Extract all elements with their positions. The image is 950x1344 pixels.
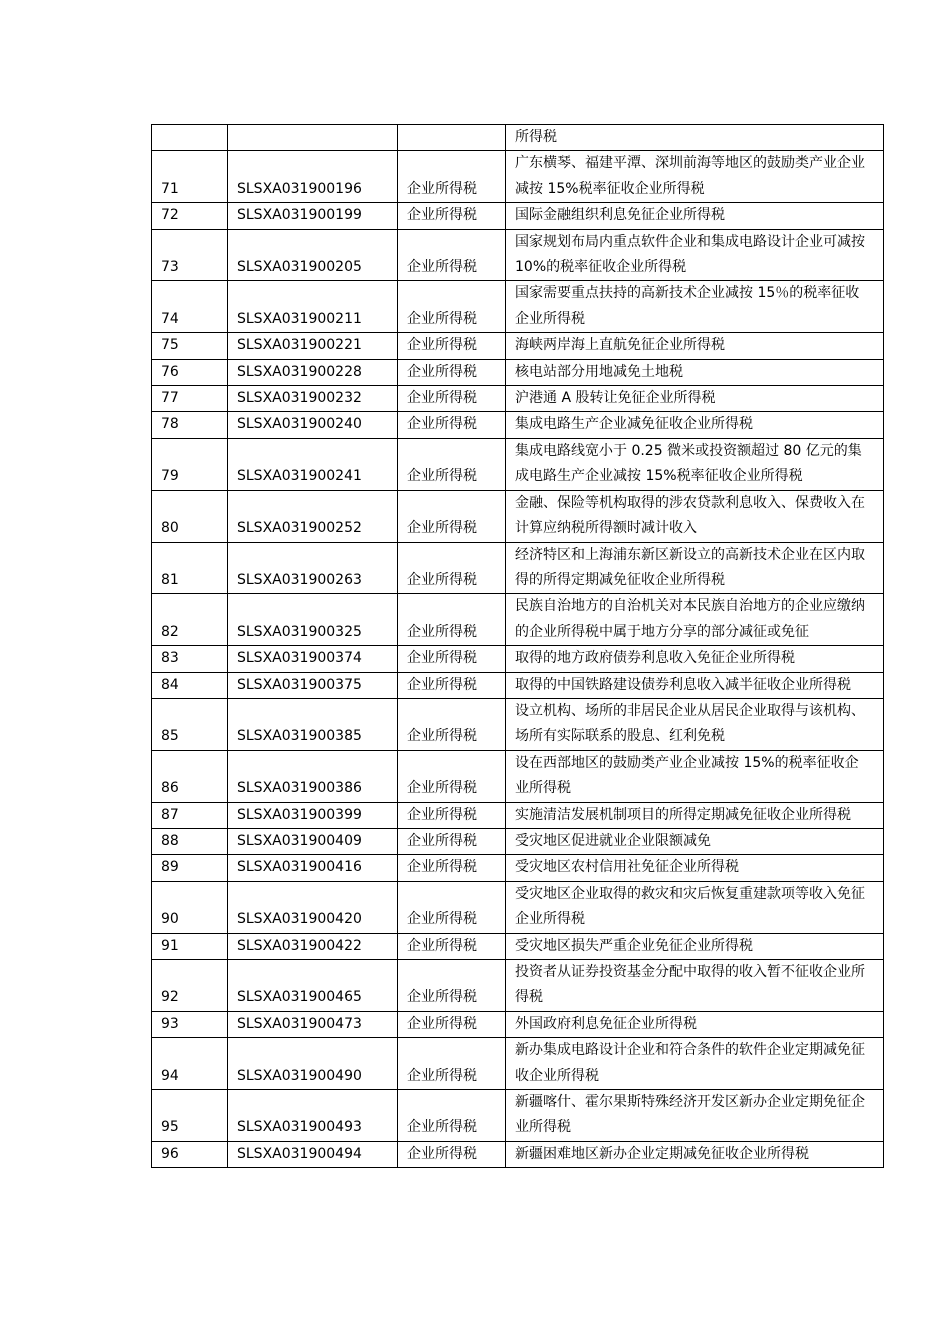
table-row — [152, 359, 884, 385]
cell-type: 企业所得税 — [398, 412, 506, 438]
cell-type: 企业所得税 — [398, 490, 506, 542]
cell-code: SLSXA031900228 — [228, 359, 398, 385]
cell-code: SLSXA031900385 — [228, 698, 398, 750]
cell-description: 国家需要重点扶持的高新技术企业减按 15％的税率征收企业所得税 — [506, 281, 884, 333]
cell-no: 92 — [152, 960, 228, 1012]
cell-no: 71 — [152, 151, 228, 203]
cell-type: 企业所得税 — [398, 386, 506, 412]
cell-description: 受灾地区企业取得的救灾和灾后恢复重建款项等收入免征企业所得税 — [506, 881, 884, 933]
cell-description: 设在西部地区的鼓励类产业企业减按 15%的税率征收企业所得税 — [506, 750, 884, 802]
cell-no: 90 — [152, 881, 228, 933]
cell-description: 经济特区和上海浦东新区新设立的高新技术企业在区内取得的所得定期减免征收企业所得税 — [506, 542, 884, 594]
cell-code: SLSXA031900422 — [228, 933, 398, 959]
table-row — [152, 490, 884, 542]
cell-description: 集成电路线宽小于 0.25 微米或投资额超过 80 亿元的集成电路生产企业减按 15%税率征收企业所得税 — [506, 438, 884, 490]
cell-code: SLSXA031900196 — [228, 151, 398, 203]
cell-description: 核电站部分用地减免土地税 — [506, 359, 884, 385]
cell-description: 受灾地区促进就业企业限额减免 — [506, 828, 884, 854]
table-row — [152, 333, 884, 359]
cell-type: 企业所得税 — [398, 151, 506, 203]
cell-no: 78 — [152, 412, 228, 438]
cell-no — [152, 125, 228, 151]
cell-no: 96 — [152, 1141, 228, 1167]
cell-no: 83 — [152, 646, 228, 672]
cell-no: 85 — [152, 698, 228, 750]
cell-no: 77 — [152, 386, 228, 412]
cell-type: 企业所得税 — [398, 672, 506, 698]
cell-description: 受灾地区农村信用社免征企业所得税 — [506, 855, 884, 881]
table-row — [152, 1141, 884, 1167]
cell-description: 新办集成电路设计企业和符合条件的软件企业定期减免征收企业所得税 — [506, 1038, 884, 1090]
cell-description: 集成电路生产企业减免征收企业所得税 — [506, 412, 884, 438]
cell-code: SLSXA031900420 — [228, 881, 398, 933]
cell-no: 72 — [152, 203, 228, 229]
cell-type: 企业所得税 — [398, 359, 506, 385]
table-row — [152, 750, 884, 802]
cell-code: SLSXA031900205 — [228, 229, 398, 281]
table-row — [152, 960, 884, 1012]
cell-type: 企业所得税 — [398, 594, 506, 646]
cell-no: 74 — [152, 281, 228, 333]
cell-code: SLSXA031900232 — [228, 386, 398, 412]
cell-no: 95 — [152, 1090, 228, 1142]
table-row — [152, 386, 884, 412]
cell-no: 79 — [152, 438, 228, 490]
cell-type: 企业所得税 — [398, 933, 506, 959]
table-row — [152, 1090, 884, 1142]
cell-code: SLSXA031900211 — [228, 281, 398, 333]
cell-code: SLSXA031900325 — [228, 594, 398, 646]
cell-code: SLSXA031900494 — [228, 1141, 398, 1167]
table-body — [152, 125, 884, 1168]
cell-code: SLSXA031900409 — [228, 828, 398, 854]
cell-code: SLSXA031900416 — [228, 855, 398, 881]
cell-code: SLSXA031900252 — [228, 490, 398, 542]
cell-type: 企业所得税 — [398, 229, 506, 281]
cell-type: 企业所得税 — [398, 855, 506, 881]
cell-description: 取得的中国铁路建设债券利息收入减半征收企业所得税 — [506, 672, 884, 698]
cell-description: 广东横琴、福建平潭、深圳前海等地区的鼓励类产业企业减按 15%税率征收企业所得税 — [506, 151, 884, 203]
table-row — [152, 438, 884, 490]
cell-no: 88 — [152, 828, 228, 854]
cell-no: 81 — [152, 542, 228, 594]
cell-code — [228, 125, 398, 151]
cell-code: SLSXA031900221 — [228, 333, 398, 359]
cell-description: 沪港通 A 股转让免征企业所得税 — [506, 386, 884, 412]
cell-code: SLSXA031900386 — [228, 750, 398, 802]
cell-type: 企业所得税 — [398, 802, 506, 828]
table-row — [152, 672, 884, 698]
cell-description: 国际金融组织利息免征企业所得税 — [506, 203, 884, 229]
cell-type: 企业所得税 — [398, 542, 506, 594]
cell-type — [398, 125, 506, 151]
table-row — [152, 1038, 884, 1090]
cell-no: 75 — [152, 333, 228, 359]
table-row — [152, 646, 884, 672]
cell-description: 受灾地区损失严重企业免征企业所得税 — [506, 933, 884, 959]
table-row — [152, 698, 884, 750]
cell-code: SLSXA031900199 — [228, 203, 398, 229]
cell-code: SLSXA031900263 — [228, 542, 398, 594]
cell-type: 企业所得税 — [398, 1011, 506, 1037]
cell-type: 企业所得税 — [398, 881, 506, 933]
cell-type: 企业所得税 — [398, 828, 506, 854]
cell-code: SLSXA031900240 — [228, 412, 398, 438]
table-row-continuation — [152, 125, 884, 151]
table-row — [152, 229, 884, 281]
cell-code: SLSXA031900490 — [228, 1038, 398, 1090]
cell-type: 企业所得税 — [398, 281, 506, 333]
cell-code: SLSXA031900374 — [228, 646, 398, 672]
cell-description: 设立机构、场所的非居民企业从居民企业取得与该机构、场所有实际联系的股息、红利免税 — [506, 698, 884, 750]
cell-description: 所得税 — [506, 125, 884, 151]
table-row — [152, 151, 884, 203]
table-row — [152, 594, 884, 646]
table-row — [152, 881, 884, 933]
cell-description: 金融、保险等机构取得的涉农贷款利息收入、保费收入在计算应纳税所得额时减计收入 — [506, 490, 884, 542]
cell-no: 93 — [152, 1011, 228, 1037]
cell-description: 实施清洁发展机制项目的所得定期减免征收企业所得税 — [506, 802, 884, 828]
cell-description: 国家规划布局内重点软件企业和集成电路设计企业可减按 10%的税率征收企业所得税 — [506, 229, 884, 281]
table-row — [152, 1011, 884, 1037]
cell-code: SLSXA031900375 — [228, 672, 398, 698]
table-row — [152, 802, 884, 828]
cell-code: SLSXA031900493 — [228, 1090, 398, 1142]
cell-description: 投资者从证券投资基金分配中取得的收入暂不征收企业所得税 — [506, 960, 884, 1012]
cell-description: 新疆喀什、霍尔果斯特殊经济开发区新办企业定期免征企业所得税 — [506, 1090, 884, 1142]
cell-description: 取得的地方政府债券利息收入免征企业所得税 — [506, 646, 884, 672]
cell-type: 企业所得税 — [398, 960, 506, 1012]
table-row — [152, 933, 884, 959]
cell-code: SLSXA031900465 — [228, 960, 398, 1012]
cell-no: 91 — [152, 933, 228, 959]
tax-preference-table — [151, 124, 884, 1168]
cell-type: 企业所得税 — [398, 750, 506, 802]
cell-no: 89 — [152, 855, 228, 881]
table-row — [152, 542, 884, 594]
cell-type: 企业所得税 — [398, 646, 506, 672]
table-row — [152, 281, 884, 333]
cell-type: 企业所得税 — [398, 1090, 506, 1142]
table-row — [152, 203, 884, 229]
cell-description: 民族自治地方的自治机关对本民族自治地方的企业应缴纳的企业所得税中属于地方分享的部分减征或免征 — [506, 594, 884, 646]
table-row — [152, 855, 884, 881]
cell-type: 企业所得税 — [398, 698, 506, 750]
cell-description: 外国政府利息免征企业所得税 — [506, 1011, 884, 1037]
cell-no: 87 — [152, 802, 228, 828]
cell-type: 企业所得税 — [398, 1038, 506, 1090]
cell-code: SLSXA031900399 — [228, 802, 398, 828]
cell-no: 76 — [152, 359, 228, 385]
cell-no: 73 — [152, 229, 228, 281]
cell-code: SLSXA031900241 — [228, 438, 398, 490]
cell-code: SLSXA031900473 — [228, 1011, 398, 1037]
table-row — [152, 412, 884, 438]
cell-type: 企业所得税 — [398, 203, 506, 229]
cell-type: 企业所得税 — [398, 1141, 506, 1167]
cell-type: 企业所得税 — [398, 333, 506, 359]
cell-no: 84 — [152, 672, 228, 698]
cell-no: 80 — [152, 490, 228, 542]
cell-no: 94 — [152, 1038, 228, 1090]
cell-no: 86 — [152, 750, 228, 802]
table-row — [152, 828, 884, 854]
cell-no: 82 — [152, 594, 228, 646]
cell-type: 企业所得税 — [398, 438, 506, 490]
cell-description: 海峡两岸海上直航免征企业所得税 — [506, 333, 884, 359]
cell-description: 新疆困难地区新办企业定期减免征收企业所得税 — [506, 1141, 884, 1167]
